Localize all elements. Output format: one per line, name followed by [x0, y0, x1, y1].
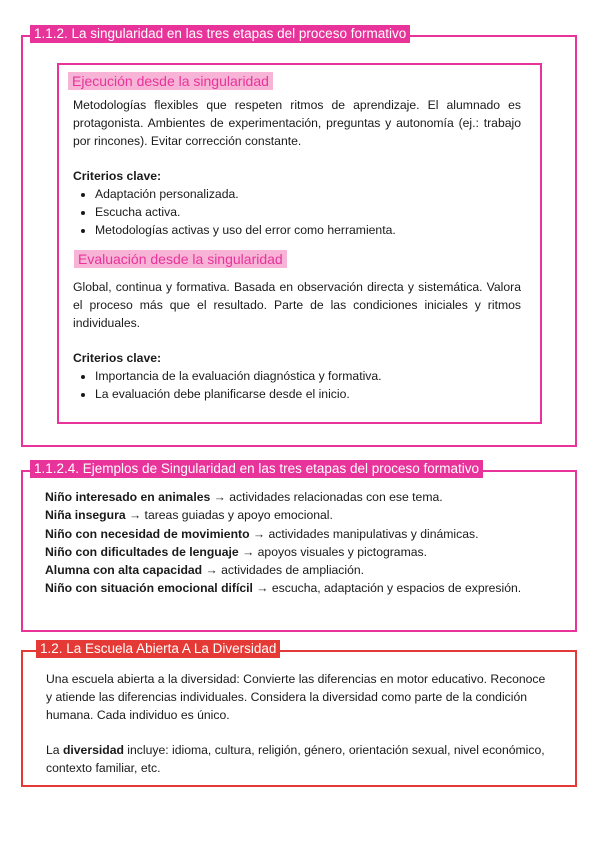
list-item: • La evaluación debe planificarse desde el inicio.	[95, 385, 521, 403]
section-escuela-title: 1.2. La Escuela Abierta A La Diversidad	[36, 640, 280, 658]
ejecucion-text: Metodologías flexibles que respeten ritmos de aprendizaje. El alumnado es protagonista. Ambientes de experimentación, preguntas y autonomía (ej.: trabajo por rincones). Evitar corrección constante.	[73, 98, 521, 149]
example-row: Alumna con alta capacidad → actividades de ampliación.	[45, 563, 365, 578]
section-ejemplos-title: 1.1.2.4. Ejemplos de Singularidad en las tres etapas del proceso formativo	[30, 460, 483, 478]
example-row: Niño con situación emocional difícil → escucha, adaptación y espacios de expresión.	[45, 581, 522, 596]
list-item: • Escucha activa.	[95, 203, 521, 221]
evaluacion-content	[73, 278, 521, 403]
ejecucion-content	[73, 96, 521, 239]
evaluacion-criteria-list	[73, 367, 521, 403]
evaluacion-heading: Evaluación desde la singularidad	[74, 250, 287, 268]
example-row: Niño interesado en animales → actividades relacionadas con ese tema.	[45, 490, 443, 504]
ejecucion-criteria-list	[73, 185, 521, 239]
section-singularidad-title: 1.1.2. La singularidad en las tres etapas del proceso formativo	[30, 25, 410, 43]
escuela-content	[46, 670, 546, 777]
ejecucion-criteria-label: Criterios clave:	[73, 168, 162, 183]
example-row: Niño con necesidad de movimiento → actividades manipulativas y dinámicas.	[45, 526, 479, 541]
evaluacion-text: Global, continua y formativa. Basada en observación directa y sistemática. Valora el proceso más que el resultado. Parte de las condiciones iniciales y ritmos individuales.	[73, 280, 521, 331]
list-item: • Adaptación personalizada.	[95, 185, 521, 203]
list-item: • Importancia de la evaluación diagnóstica y formativa.	[95, 367, 521, 385]
evaluacion-criteria-label: Criterios clave:	[73, 350, 162, 365]
ejemplos-content	[45, 488, 542, 598]
example-row: Niña insegura → tareas guiadas y apoyo emocional.	[45, 508, 333, 523]
diversidad-paragraph: La diversidad incluye: idioma, cultura, religión, género, orientación sexual, nivel económico, contexto familiar, etc.	[46, 742, 545, 775]
escuela-paragraph: Una escuela abierta a la diversidad: Convierte las diferencias en motor educativo. Reconoce y atiende las diferencias individuales. Considera la diversidad como parte de la condición humana. Cada individuo es único.	[46, 672, 546, 723]
example-row: Niño con dificultades de lenguaje → apoyos visuales y pictogramas.	[45, 544, 427, 559]
ejecucion-heading: Ejecución desde la singularidad	[68, 72, 273, 90]
list-item: • Metodologías activas y uso del error como herramienta.	[95, 221, 521, 239]
